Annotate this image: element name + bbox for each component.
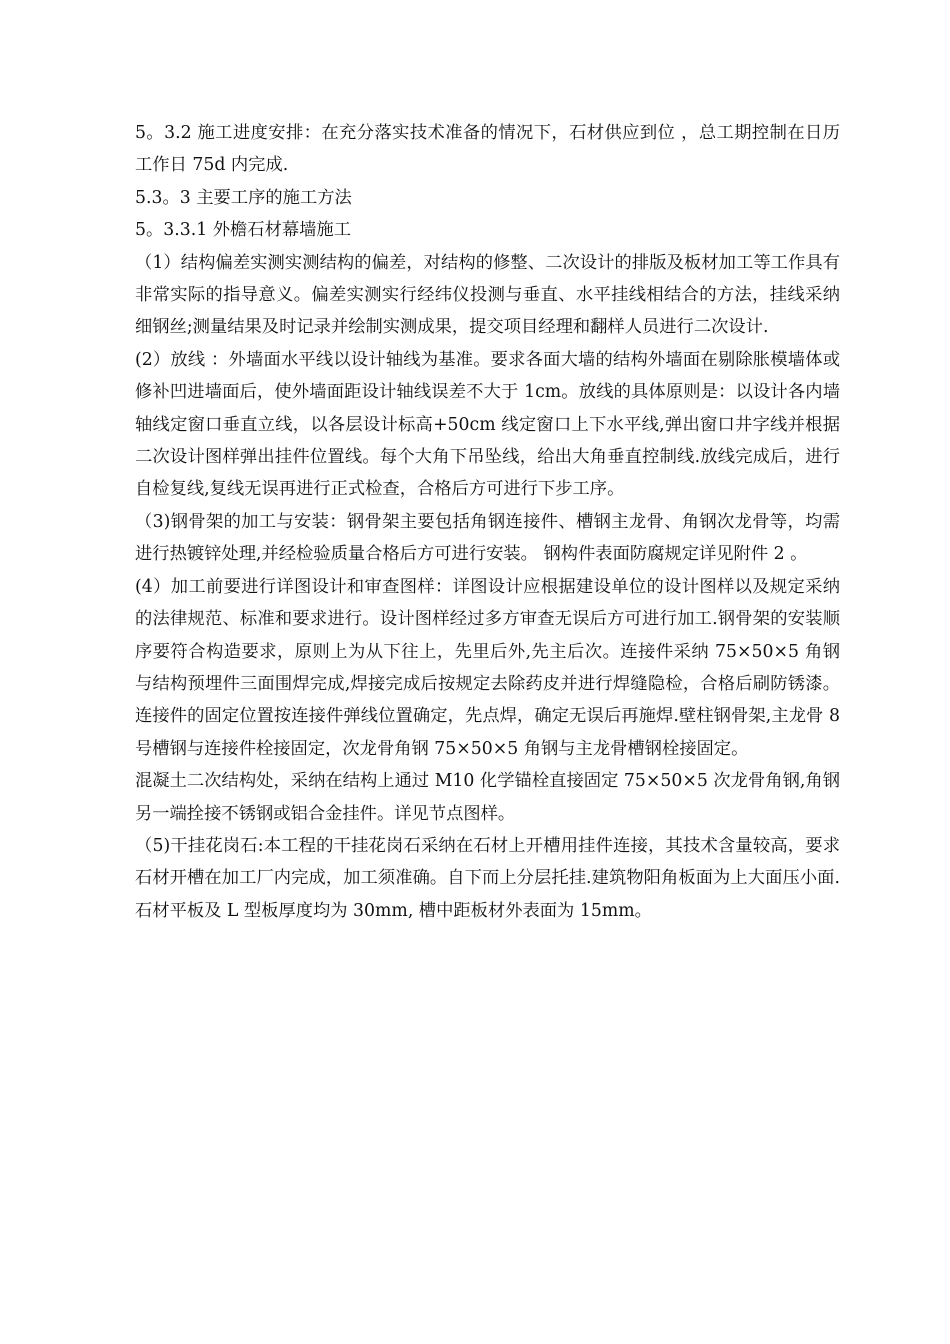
paragraph-setting-out: (2）放线 ：外墙面水平线以设计轴线为基准。要求各面大墙的结构外墙面在剔除胀模墙体或修补凹进墙面后，使外墙面距设计轴线误差不大于 1cm。放线的具体原则是：以设计各内墙轴线定窗口垂直立线，以各层设计标高+50cm 线定窗口上下水平线,弹出窗口井字线并根据二次设计图样弹出挂件位置线。每个大角下吊坠线，给出大角垂直控制线.放线完成后，进行自检复线,复线无误再进行正式检查，合格后方可进行下步工序。	[135, 349, 840, 500]
paragraph-schedule: 5。3.2 施工进度安排：在充分落实技术准备的情况下，石材供应到位 ，总工期控制在日历工作日 75d 内完成.	[135, 123, 840, 176]
document-body	[135, 117, 840, 927]
paragraph-steel-frame: （3)钢骨架的加工与安装：钢骨架主要包括角钢连接件、槽钢主龙骨、角钢次龙骨等，均需进行热镀锌处理,并经检验质量合格后方可进行安装。 钢构件表面防腐规定详见附件 2 。	[135, 511, 840, 565]
paragraph-concrete-structure: 混凝土二次结构处，采纳在结构上通过 M10 化学锚栓直接固定 75×50×5 次龙骨角钢,角钢另一端拴接不锈钢或铝合金挂件。详见节点图样。	[135, 771, 840, 824]
paragraph-granite: （5)干挂花岗石:本工程的干挂花岗石采纳在石材上开槽用挂件连接，其技术含量较高，要求石材开槽在加工厂内完成，加工须准确。自下而上分层托挂.建筑物阳角板面为上大面压小面.石材平板及 L 型板厚度均为 30mm, 槽中距板材外表面为 15mm。	[135, 835, 840, 921]
heading-stone-curtain-wall: 5。3.3.1 外檐石材幕墙施工	[135, 220, 351, 241]
paragraph-detail-design: (4）加工前要进行详图设计和审查图样：详图设计应根据建设单位的设计图样以及规定采纳的法律规范、标准和要求进行。设计图样经过多方审查无误后方可进行加工.钢骨架的安装顺序要符合构造要求，原则上为从下往上，先里后外,先主后次。连接件采纳 75×50×5 角钢与结构预埋件三面围焊完成,焊接完成后按规定去除药皮并进行焊缝隐检，合格后刷防锈漆。连接件的固定位置按连接件弹线位置确定，先点焊，确定无误后再施焊.壁柱钢骨架,主龙骨 8 号槽钢与连接件栓接固定，次龙骨角钢 75×50×5 角钢与主龙骨槽钢栓接固定。	[135, 576, 840, 759]
heading-main-procedures: 5.3。3 主要工序的施工方法	[135, 187, 352, 208]
paragraph-deviation-survey: （1）结构偏差实测实测结构的偏差，对结构的修整、二次设计的排版及板材加工等工作具有非常实际的指导意义。偏差实测实行经纬仪投测与垂直、水平挂线相结合的方法，挂线采纳细钢丝;测量结果及时记录并绘制实测成果，提交项目经理和翻样人员进行二次设计.	[135, 252, 840, 338]
